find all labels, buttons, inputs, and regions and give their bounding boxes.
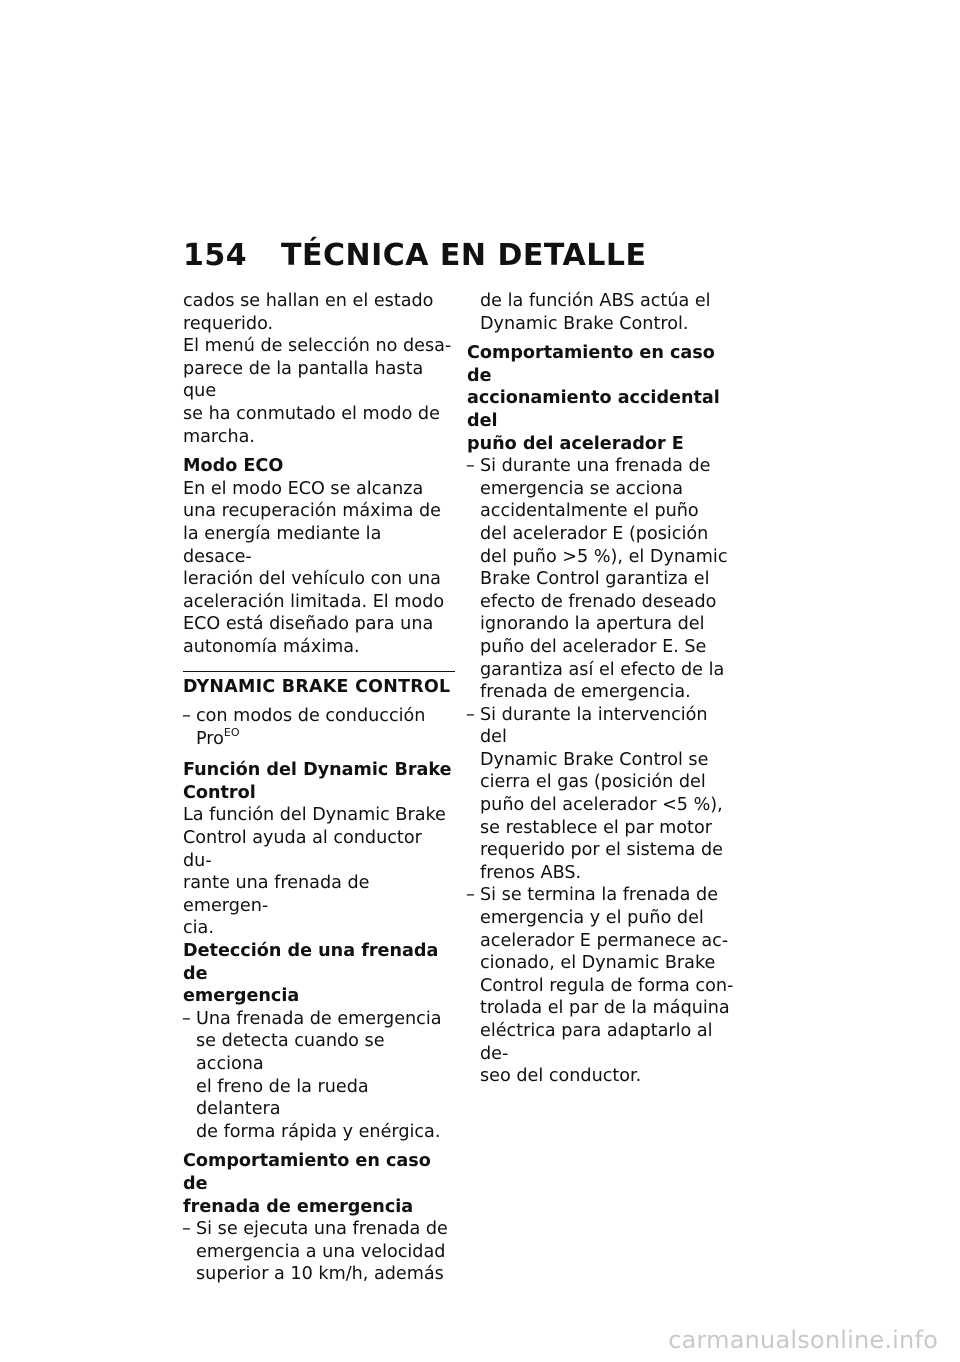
text-line: parece de la pantalla hasta que	[183, 358, 424, 402]
text-line: – Si durante la intervención del	[480, 704, 708, 748]
continued-list-item	[467, 290, 739, 335]
behaviour-list-item	[183, 1218, 455, 1286]
text-line: Control regula de forma con-	[480, 975, 734, 996]
text-line: frenada de emergencia.	[480, 682, 691, 703]
text-line: requerido.	[183, 313, 274, 334]
behaviour-heading	[183, 1150, 455, 1218]
text-line: La función del Dynamic Brake	[183, 805, 446, 826]
text-line: En el modo ECO se alcanza	[183, 478, 424, 499]
text-line: Función del Dynamic Brake	[183, 760, 452, 781]
text-line: cia.	[183, 918, 214, 939]
text-line: Detección de una frenada de	[183, 941, 439, 984]
text-line: accionamiento accidental del	[467, 388, 720, 431]
text-line: del acelerador E (posición	[480, 523, 709, 544]
menu-paragraph	[183, 335, 455, 448]
section-divider	[183, 671, 455, 699]
text-line: emergencia	[183, 986, 300, 1007]
text-line: la energía mediante la desace-	[183, 523, 382, 567]
text-line: ECO está diseñado para una	[183, 614, 434, 635]
watermark: carmanualsonline.info	[668, 1326, 938, 1354]
text-line: – con modos de conducción	[196, 706, 426, 727]
text-line: se restablece el par motor	[480, 817, 712, 838]
page-header	[183, 238, 646, 273]
section-heading: DYNAMIC BRAKE CONTROL	[183, 676, 451, 697]
text-line: acelerador E permanece ac-	[480, 930, 729, 951]
text-line: rante una frenada de emergen-	[183, 873, 370, 916]
text-line: – Si se termina la frenada de	[480, 885, 719, 906]
text-line: frenada de emergencia	[183, 1196, 414, 1217]
text-line: accidentalmente el puño	[480, 501, 699, 522]
mode-superscript: EO	[223, 725, 240, 739]
text-line: Dynamic Brake Control.	[480, 313, 689, 334]
text-line: emergencia y el puño del	[480, 908, 704, 929]
text-line: emergencia a una velocidad	[196, 1241, 446, 1262]
intro-paragraph	[183, 290, 455, 335]
text-line: eléctrica para adaptarlo al de-	[480, 1021, 713, 1064]
text-line: de forma rápida y enérgica.	[196, 1121, 441, 1142]
right-column	[467, 290, 739, 1088]
text-line: cionado, el Dynamic Brake	[480, 953, 716, 974]
throttle-list-item-1	[467, 455, 739, 704]
text-line: Comportamiento en caso de	[467, 343, 715, 386]
text-line: trolada el par de la máquina	[480, 998, 730, 1019]
mode-list-item	[183, 705, 455, 752]
text-line: autonomía máxima.	[183, 636, 360, 657]
text-line: Control	[183, 782, 256, 803]
text-line: Control ayuda al conductor du-	[183, 828, 422, 871]
text-line: aceleración limitada. El modo	[183, 591, 445, 612]
text-line: Comportamiento en caso de	[183, 1151, 431, 1194]
text-line: – Una frenada de emergencia	[196, 1008, 442, 1029]
text-line: una recuperación máxima de	[183, 501, 441, 522]
eco-paragraph	[183, 478, 455, 659]
function-paragraph	[183, 804, 455, 940]
text-line: emergencia se acciona	[480, 478, 684, 499]
throttle-list-item-3	[467, 884, 739, 1087]
text-line: garantiza así el efecto de la	[480, 659, 725, 680]
text-line: – Si se ejecuta una frenada de	[196, 1219, 448, 1240]
left-column	[183, 290, 455, 1286]
text-line: superior a 10 km/h, además	[196, 1264, 444, 1285]
text-line: Pro	[196, 728, 224, 749]
text-line: puño del acelerador E. Se	[480, 636, 707, 657]
text-line: puño del acelerador E	[467, 433, 684, 454]
throttle-list-item-2	[467, 704, 739, 885]
text-line: leración del vehículo con una	[183, 569, 441, 590]
text-line: de la función ABS actúa el	[480, 291, 711, 311]
text-line: ignorando la apertura del	[480, 614, 705, 635]
text-line: frenos ABS.	[480, 862, 582, 883]
detection-list-item	[183, 1008, 455, 1144]
text-line: requerido por el sistema de	[480, 840, 723, 861]
text-line: puño del acelerador <5 %),	[480, 795, 723, 816]
text-line: marcha.	[183, 426, 255, 447]
detection-heading	[183, 940, 455, 1008]
text-line: Brake Control garantiza el	[480, 569, 710, 590]
page-number: 154	[183, 238, 248, 273]
text-line: Dynamic Brake Control se	[480, 749, 709, 770]
function-heading	[183, 759, 455, 804]
text-line: el freno de la rueda delantera	[196, 1076, 369, 1120]
eco-heading: Modo ECO	[183, 456, 284, 477]
accidental-throttle-heading	[467, 342, 739, 455]
chapter-title: TÉCNICA EN DETALLE	[281, 238, 647, 273]
text-line: seo del conductor.	[480, 1066, 642, 1087]
text-line: – Si durante una frenada de	[480, 456, 711, 477]
text-line: se detecta cuando se acciona	[196, 1031, 385, 1074]
text-line: efecto de frenado deseado	[480, 591, 717, 612]
text-line: del puño >5 %), el Dynamic	[480, 546, 728, 567]
text-line: cados se hallan en el estado	[183, 291, 434, 311]
text-line: cierra el gas (posición del	[480, 772, 706, 793]
text-line: se ha conmutado el modo de	[183, 403, 440, 424]
text-line: El menú de selección no desa-	[183, 336, 452, 357]
